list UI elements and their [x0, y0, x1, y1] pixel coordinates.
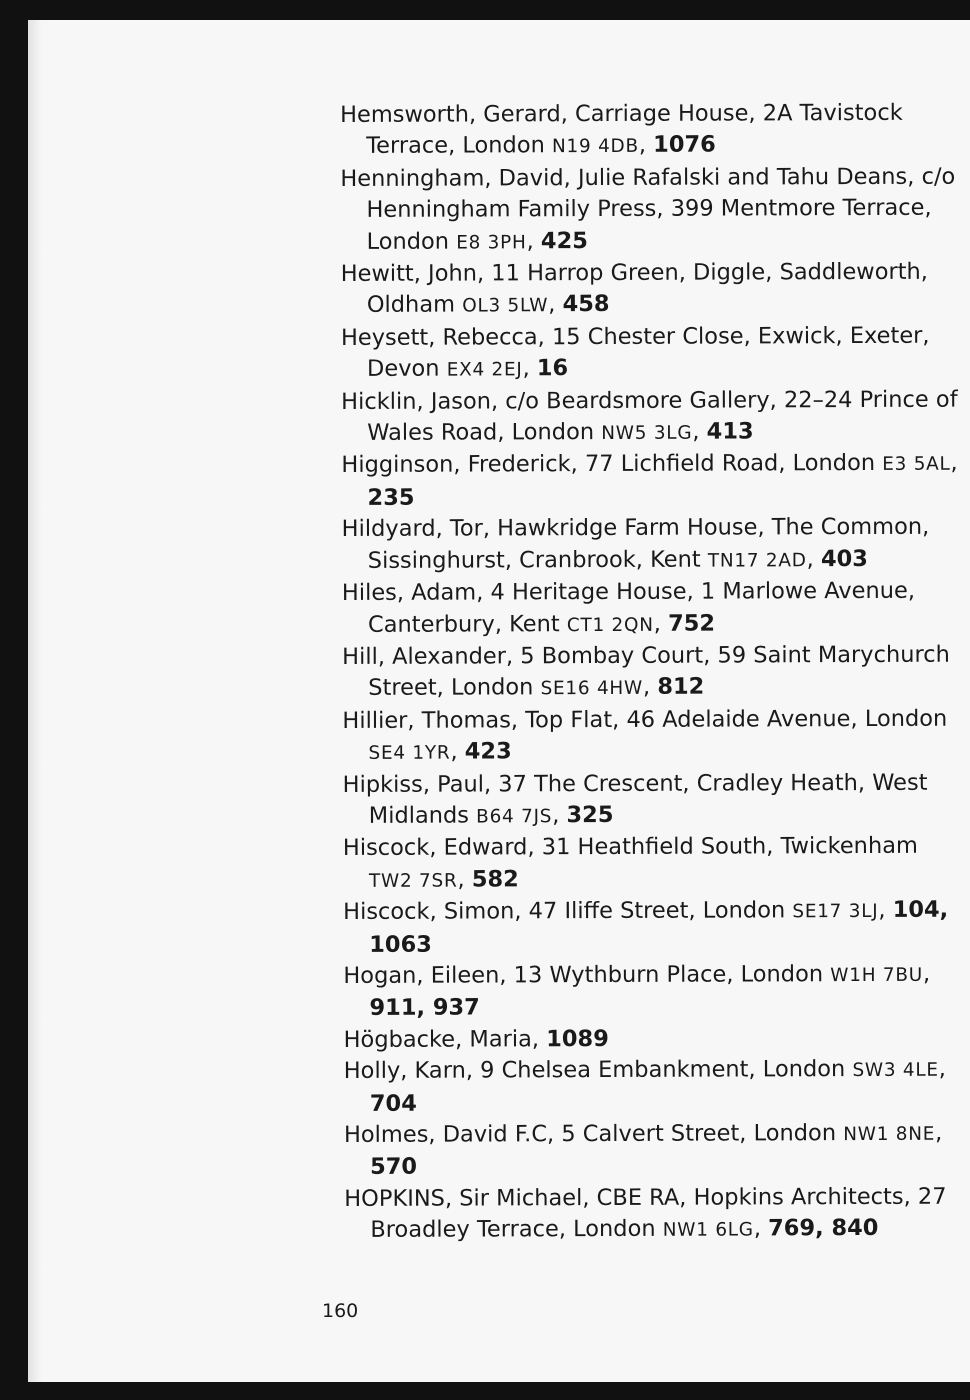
index-entry: Hiscock, Edward, 31 Heathfield South, Twickenham TW2 7SR, 582: [342, 833, 918, 893]
entry-name-address: Holmes, David F.C, 5 Calvert Street, London: [343, 1120, 844, 1148]
entry-postcode: NW1 8NE: [843, 1123, 936, 1146]
entry-catalogue-numbers: 458: [562, 291, 610, 318]
index-entry: Hipkiss, Paul, 37 The Crescent, Cradley Heath, West Midlands B64 7JS, 325: [342, 769, 928, 829]
entry-postcode: NW1 6LG: [662, 1219, 754, 1241]
entry-postcode: SE16 4HW: [540, 678, 644, 700]
index-entry: Hildyard, Tor, Hawkridge Farm House, The Common, Sissinghurst, Cranbrook, Kent TN17 2AD, 403: [341, 514, 930, 574]
index-entry: Holly, Karn, 9 Chelsea Embankment, London SW3 4LE, 704: [343, 1055, 946, 1117]
entry-name-address: Hewitt, John, 11 Harrop Green, Diggle, Saddleworth, Oldham: [340, 258, 928, 319]
entry-catalogue-numbers: 325: [566, 801, 614, 829]
entry-name-address: Hiscock, Simon, 47 Iliffe Street, London: [343, 897, 793, 926]
index-entry: Heysett, Rebecca, 15 Chester Close, Exwick, Exeter, Devon EX4 2EJ, 16: [340, 322, 930, 383]
entry-postcode: N19 4DB: [551, 136, 639, 158]
book-page: [28, 20, 970, 1382]
entry-postcode: TW2 7SR: [368, 870, 458, 892]
entry-postcode: E3 5AL: [882, 454, 951, 476]
entry-catalogue-numbers: 16: [536, 355, 569, 382]
entry-catalogue-numbers: 235: [367, 484, 415, 511]
entry-postcode: SE17 3LJ: [792, 901, 879, 923]
entry-postcode: E8 3PH: [456, 231, 527, 254]
index-entry: Hiscock, Simon, 47 Iliffe Street, London SE17 3LJ, 104, 1063: [343, 896, 949, 958]
page-number: 160: [322, 1300, 359, 1322]
entry-name-address: Holly, Karn, 9 Chelsea Embankment, London: [343, 1056, 853, 1085]
entry-catalogue-numbers: 104, 1063: [369, 896, 949, 958]
index-entry: HOPKINS, Sir Michael, CBE RA, Hopkins Architects, 27 Broadley Terrace, London NW1 6LG, 769, 840: [344, 1183, 947, 1244]
entry-catalogue-numbers: 812: [657, 673, 705, 701]
entry-name-address: Hillier, Thomas, Top Flat, 46 Adelaide Avenue, London: [342, 705, 948, 734]
entry-catalogue-numbers: 1076: [653, 131, 716, 159]
entry-catalogue-numbers: 911, 937: [369, 994, 480, 1022]
entry-postcode: W1H 7BU: [830, 964, 924, 987]
index-entry: Hill, Alexander, 5 Bombay Court, 59 Saint Marychurch Street, London SE16 4HW, 812: [342, 641, 950, 702]
entry-name-address: Hill, Alexander, 5 Bombay Court, 59 Saint Marychurch Street, London: [342, 641, 950, 702]
index-entry: Hicklin, Jason, c/o Beardsmore Gallery, 22–24 Prince of Wales Road, London NW5 3LG, 413: [341, 386, 958, 446]
entry-name-address: Higginson, Frederick, 77 Lichfield Road, London: [341, 450, 883, 479]
entry-catalogue-numbers: 704: [369, 1090, 417, 1117]
entry-name-address: Hildyard, Tor, Hawkridge Farm House, The Common, Sissinghurst, Cranbrook, Kent: [341, 514, 930, 574]
entry-postcode: CT1 2QN: [566, 614, 654, 636]
entry-name-address: Henningham, David, Julie Rafalski and Tahu Deans, c/o Henningham Family Press, 399 Mentmore Terrace, London: [340, 163, 956, 255]
index-entry: Högbacke, Maria, 1089: [343, 1025, 609, 1053]
entry-catalogue-numbers: 1089: [546, 1025, 609, 1052]
entry-catalogue-numbers: 582: [471, 866, 519, 893]
entry-postcode: OL3 5LW: [462, 295, 549, 317]
entry-postcode: SE4 1YR: [368, 742, 451, 765]
entry-name-address: Hicklin, Jason, c/o Beardsmore Gallery, 22–24 Prince of Wales Road, London: [341, 386, 958, 446]
entry-catalogue-numbers: 570: [370, 1154, 418, 1181]
index-entry: Hewitt, John, 11 Harrop Green, Diggle, Saddleworth, Oldham OL3 5LW, 458: [340, 258, 928, 319]
entry-catalogue-numbers: 752: [668, 610, 716, 637]
entry-catalogue-numbers: 423: [464, 738, 512, 765]
index-entry: Hemsworth, Gerard, Carriage House, 2A Tavistock Terrace, London N19 4DB, 1076: [340, 99, 903, 160]
entry-name-address: Högbacke, Maria: [343, 1026, 532, 1053]
entry-catalogue-numbers: 425: [540, 227, 588, 254]
index-entry-list: [340, 98, 964, 1248]
index-entry: Hogan, Eileen, 13 Wythburn Place, London W1H 7BU, 911, 937: [343, 960, 931, 1022]
entry-postcode: TN17 2AD: [707, 549, 807, 572]
entry-postcode: NW5 3LG: [601, 422, 693, 445]
entry-name-address: Hogan, Eileen, 13 Wythburn Place, London: [343, 961, 831, 989]
index-entry: Hiles, Adam, 4 Heritage House, 1 Marlowe Avenue, Canterbury, Kent CT1 2QN, 752: [341, 577, 916, 638]
entry-postcode: B64 7JS: [476, 806, 553, 828]
index-entry: Higginson, Frederick, 77 Lichfield Road, London E3 5AL, 235: [341, 450, 958, 511]
index-entry: Hillier, Thomas, Top Flat, 46 Adelaide Avenue, London SE4 1YR, 423: [342, 705, 948, 765]
index-entry: Holmes, David F.C, 5 Calvert Street, London NW1 8NE, 570: [343, 1119, 943, 1181]
entry-name-address: Hiles, Adam, 4 Heritage House, 1 Marlowe Avenue, Canterbury, Kent: [341, 577, 916, 638]
entry-catalogue-numbers: 413: [706, 418, 754, 445]
index-entry: Henningham, David, Julie Rafalski and Tahu Deans, c/o Henningham Family Press, 399 Mentmore Terrace, London E8 3PH, 425: [340, 163, 956, 255]
entry-postcode: SW3 4LE: [852, 1059, 939, 1082]
entry-name-address: Hipkiss, Paul, 37 The Crescent, Cradley Heath, West Midlands: [342, 769, 928, 829]
entry-name-address: Hemsworth, Gerard, Carriage House, 2A Tavistock Terrace, London: [340, 99, 903, 160]
entry-name-address: Hiscock, Edward, 31 Heathfield South, Twickenham: [342, 833, 918, 862]
entry-catalogue-numbers: 769, 840: [768, 1215, 879, 1242]
entry-name-address: Heysett, Rebecca, 15 Chester Close, Exwick, Exeter, Devon: [340, 322, 930, 383]
entry-postcode: EX4 2EJ: [446, 359, 523, 381]
entry-catalogue-numbers: 403: [820, 545, 868, 572]
entry-name-address: HOPKINS, Sir Michael, CBE RA, Hopkins Architects, 27 Broadley Terrace, London: [344, 1183, 947, 1244]
